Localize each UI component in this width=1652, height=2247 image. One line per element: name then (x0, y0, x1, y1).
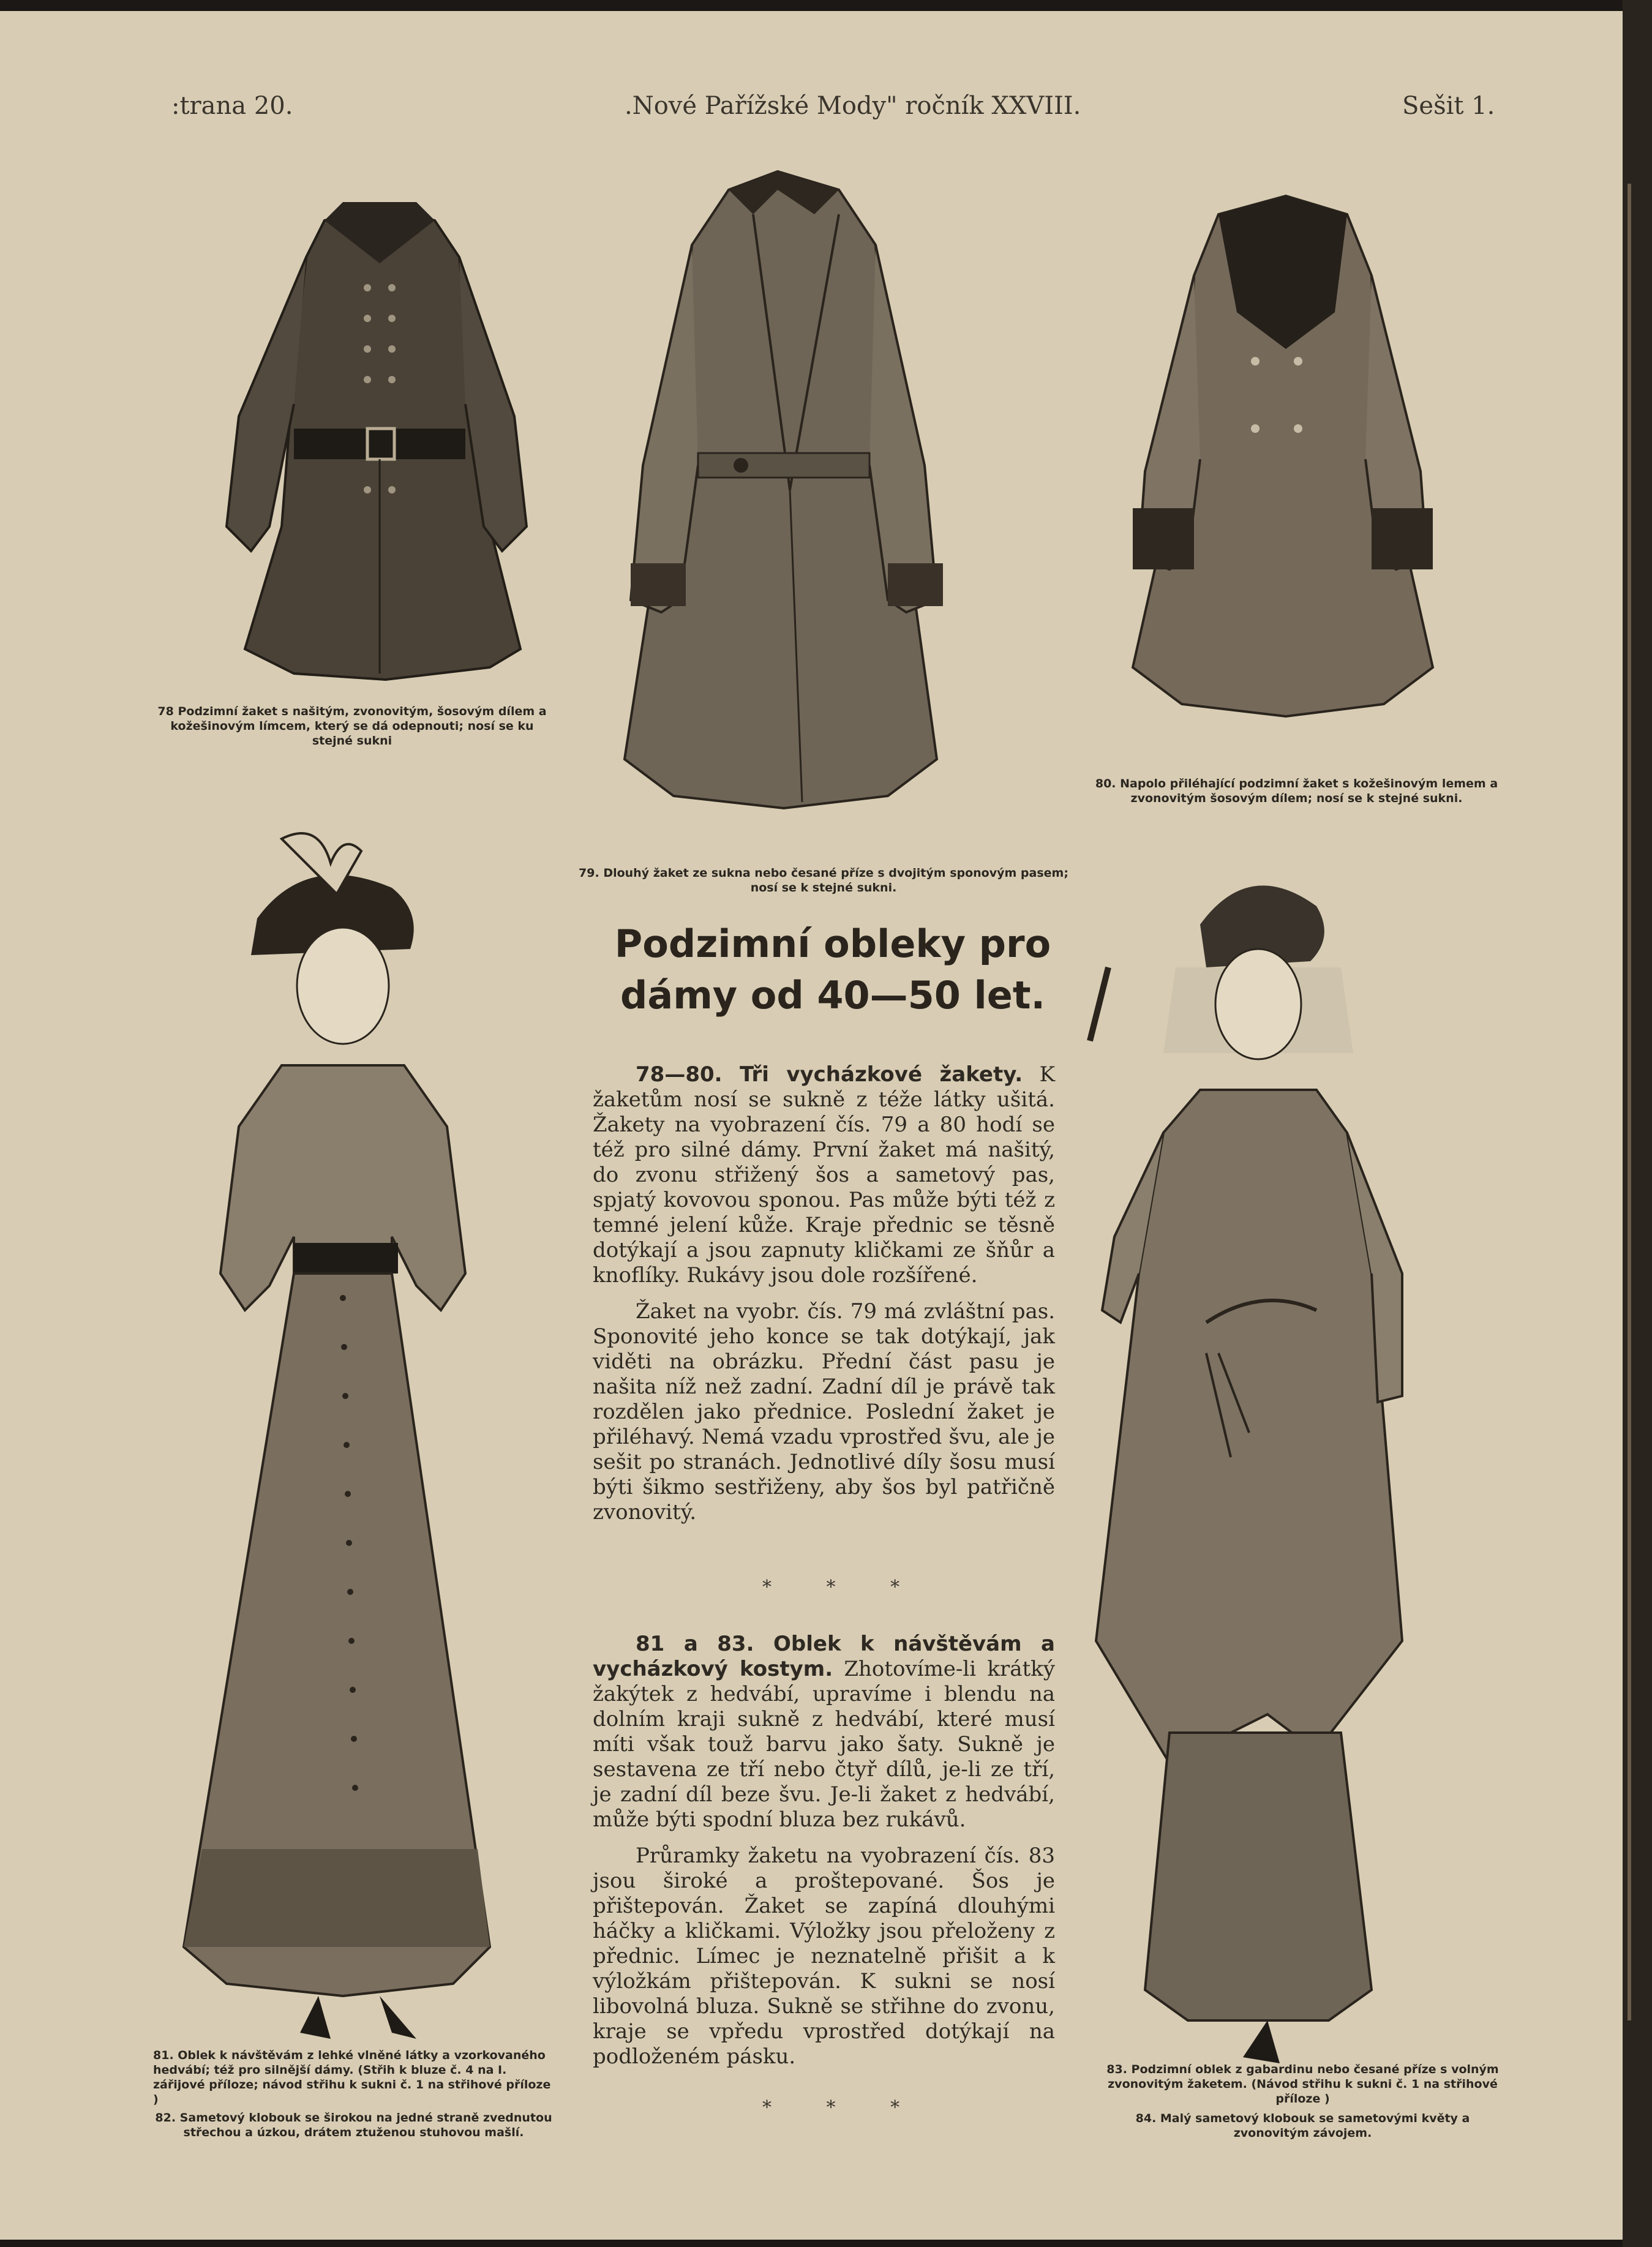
section-1-heading: 78—80. Tři vycházkové žakety. (636, 1062, 1023, 1087)
article-section-1 (593, 1062, 1055, 1525)
article-section-2 (593, 1632, 1055, 2069)
article-title (612, 918, 1053, 1021)
coat-79-illustration (594, 147, 974, 820)
separator-stars-1: * * * (762, 1577, 925, 1598)
section-1-paragraph-2: Žaket na vyobr. čís. 79 má zvláštní pas. Sponovité jeho konce se tak dotýkají, jak viděti na obrázku. Přední část pasu je našita níž než zadní. Zadní díl je právě tak rozdělen jako přednice. Poslední žaket je přiléhavý. Nemá vzadu vprostřed švu, ale je sešit po stranách. Jednotlivé díly šosu musí býti šikmo sestřiženy, aby šos byl patřičně zvonovitý. (593, 1299, 1055, 1525)
caption-81: 81. Oblek k návštěvám z lehké vlněné látky a vzorkovaného hedvábí; též pro silnější dámy. (Střih k bluze č. 4 na I. zářijové příloze; návod střihu k sukni č. 1 na střihové příloze ) (153, 2049, 551, 2106)
binding-line (1628, 184, 1631, 2020)
suit-83-illustration (1084, 845, 1445, 2088)
section-1-paragraph-1: K žaketům nosí se sukně z téže látky ušitá. Žakety na vyobrazení čís. 79 a 80 hodí se též pro silné dámy. První žaket má našitý, do zvonu střižený šos a sametový pas, spjatý kovovou sponou. Pas může býti též z temné jelení kůže. Kraje přednic se těsně dotýkají a jsou zapnuty kličkami ze šňůr a knoflíky. Rukávy jsou dole rozšířené. (593, 1062, 1055, 1288)
issue-number: Sešit 1. (1402, 92, 1495, 120)
caption-84: 84. Malý sametový klobouk se sametovými květy a zvonovitým závojem. (1135, 2112, 1470, 2140)
separator-stars-2: * * * (762, 2097, 925, 2118)
section-2-paragraph-2: Průramky žaketu na vyobrazení čís. 83 jsou široké a proštepované. Šos je přištepován. Žaket se zapíná dlouhými háčky a kličkami. Výložky jsou přeloženy z přednic. Límec je neznatelně přišit a k výložkám přištepován. K sukni se nosí libovolná bluza. Sukně se střihne do zvonu, kraje se vpředu vprostřed dotýkají na podloženém pásku. (593, 1844, 1055, 2069)
caption-83: 83. Podzimní oblek z gabardinu nebo česané příze s volným zvonovitým žaketem. (Návod střihu k sukni č. 1 na střihové příloze ) (1106, 2063, 1499, 2106)
caption-78: 78 Podzimní žaket s našitým, zvonovitým, šosovým dílem a kožešinovým límcem, který se dá odepnouti; nosí se ku stejné sukni (157, 705, 547, 748)
article-title-line-2: dámy od 40—50 let. (620, 973, 1046, 1018)
dress-81-illustration (159, 808, 557, 2051)
jacket-80-illustration (1102, 165, 1463, 741)
section-2-heading: 81 a 83. Oblek k návštěvám a vycházkový kostym. (593, 1632, 1055, 1681)
caption-79: 79. Dlouhý žaket ze sukna nebo česané příze s dvojitým sponovým pasem; nosí se k stejné sukni. (579, 866, 1068, 895)
article-title-line-1: Podzimní obleky pro (614, 921, 1051, 966)
section-2-paragraph-1: Zhotovíme-li krátký žakýtek z hedvábí, upravíme i blendu na dolním kraji sukně z hedvábí, které musí míti však touž barvu jako šaty. Sukně je sestavena ze tří nebo čtyř dílů, je-li ze tří, je zadní díl beze švu. Je-li žaket z hedvábí, může býti spodní bluza bez rukávů. (593, 1657, 1055, 1832)
caption-80: 80. Napolo přiléhající podzimní žaket s kožešinovým lemem a zvonovitým šosovým dílem; nosí se k stejné sukni. (1095, 777, 1498, 805)
magazine-title: .Nové Pařížské Mody" ročník XXVIII. (625, 92, 1081, 120)
caption-82: 82. Sametový klobouk se širokou na jedné straně zvednutou střechou a úzkou, drátem ztuženou stuhovou mašlí. (155, 2111, 552, 2139)
jacket-78-illustration (202, 184, 557, 686)
page-number: :trana 20. (171, 92, 293, 120)
